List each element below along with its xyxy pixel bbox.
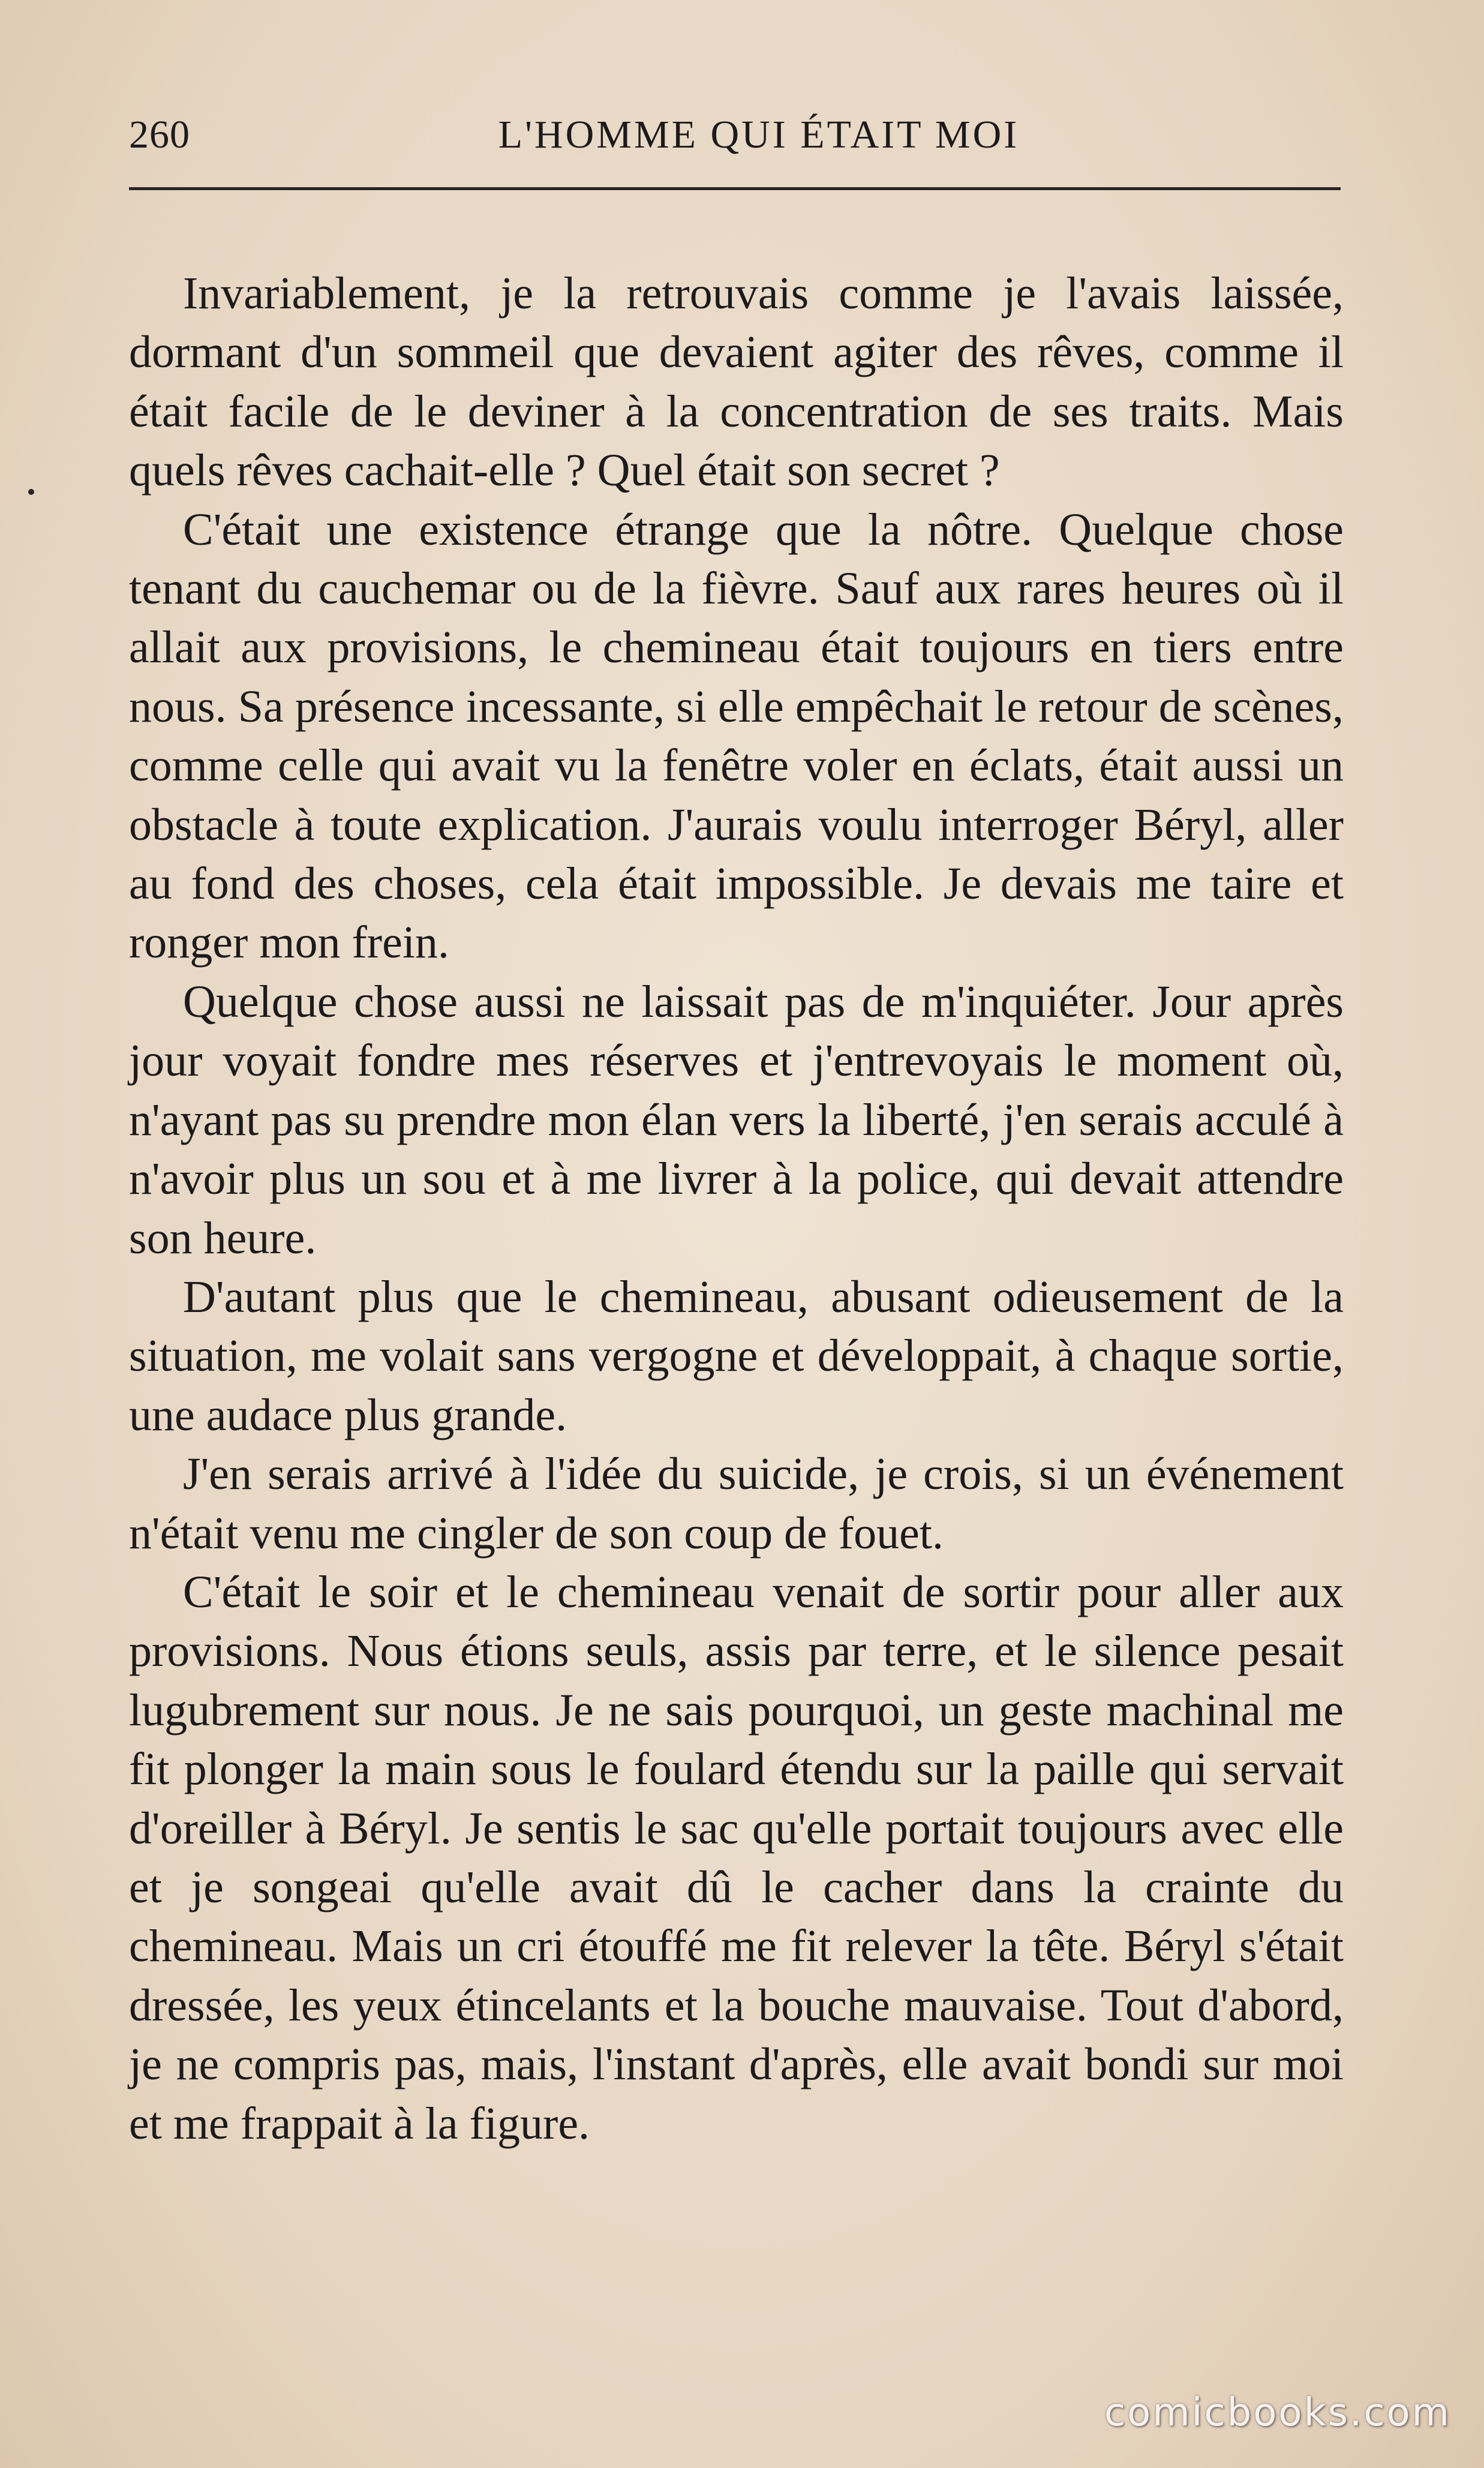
running-head bbox=[129, 111, 1341, 159]
watermark: comicbooks.com bbox=[1104, 2391, 1451, 2435]
book-title: L'HOMME QUI ÉTAIT MOI bbox=[498, 113, 1020, 157]
header-rule bbox=[129, 187, 1341, 190]
ink-spot bbox=[28, 489, 34, 495]
paragraph: D'autant plus que le chemineau, abusant odieusement de la situation, me volait sans vergogne et développait, à chaque sortie, une audace plus grande. bbox=[129, 1271, 1344, 1440]
paragraph: C'était une existence étrange que la nôtre. Quelque chose tenant du cauchemar ou de la fièvre. Sauf aux rares heures où il allait aux provisions, le chemineau était toujours en tiers entre nous. Sa présence incessante, si elle empêchait le retour de scènes, comme celle qui avait vu la fenêtre voler en éclats, était aussi un obstacle à toute explication. J'aurais voulu interroger Béryl, aller au fond des choses, cela était impossible. Je devais me taire et ronger mon frein. bbox=[129, 504, 1344, 968]
paragraph: Invariablement, je la retrouvais comme je l'avais laissée, dormant d'un sommeil que devaient agiter des rêves, comme il était facile de le deviner à la concentration de ses traits. Mais quels rêves cachait-elle ? Quel était son secret ? bbox=[129, 268, 1344, 496]
paragraph: C'était le soir et le chemineau venait de sortir pour aller aux provisions. Nous étions seuls, assis par terre, et le silence pesait lugubrement sur nous. Je ne sais pourquoi, un geste machinal me fit plonger la main sous le foulard étendu sur la paille qui servait d'oreiller à Béryl. Je sentis le sac qu'elle portait toujours avec elle et je songeai qu'elle avait dû le cacher dans la crainte du chemineau. Mais un cri étouffé me fit relever la tête. Béryl s'était dressée, les yeux étincelants et la bouche mauvaise. Tout d'abord, je ne compris pas, mais, l'instant d'après, elle avait bondi sur moi et me frappait à la figure. bbox=[129, 1566, 1344, 2149]
page-number: 260 bbox=[129, 113, 190, 157]
body-text bbox=[129, 264, 1344, 2153]
paragraph: J'en serais arrivé à l'idée du suicide, je crois, si un événement n'était venu me cingler de son coup de fouet. bbox=[129, 1449, 1344, 1559]
paragraph: Quelque chose aussi ne laissait pas de m'inquiéter. Jour après jour voyait fondre mes réserves et j'entrevoyais le moment où, n'ayant pas su prendre mon élan vers la liberté, j'en serais acculé à n'avoir plus un sou et à me livrer à la police, qui devait attendre son heure. bbox=[129, 976, 1344, 1263]
